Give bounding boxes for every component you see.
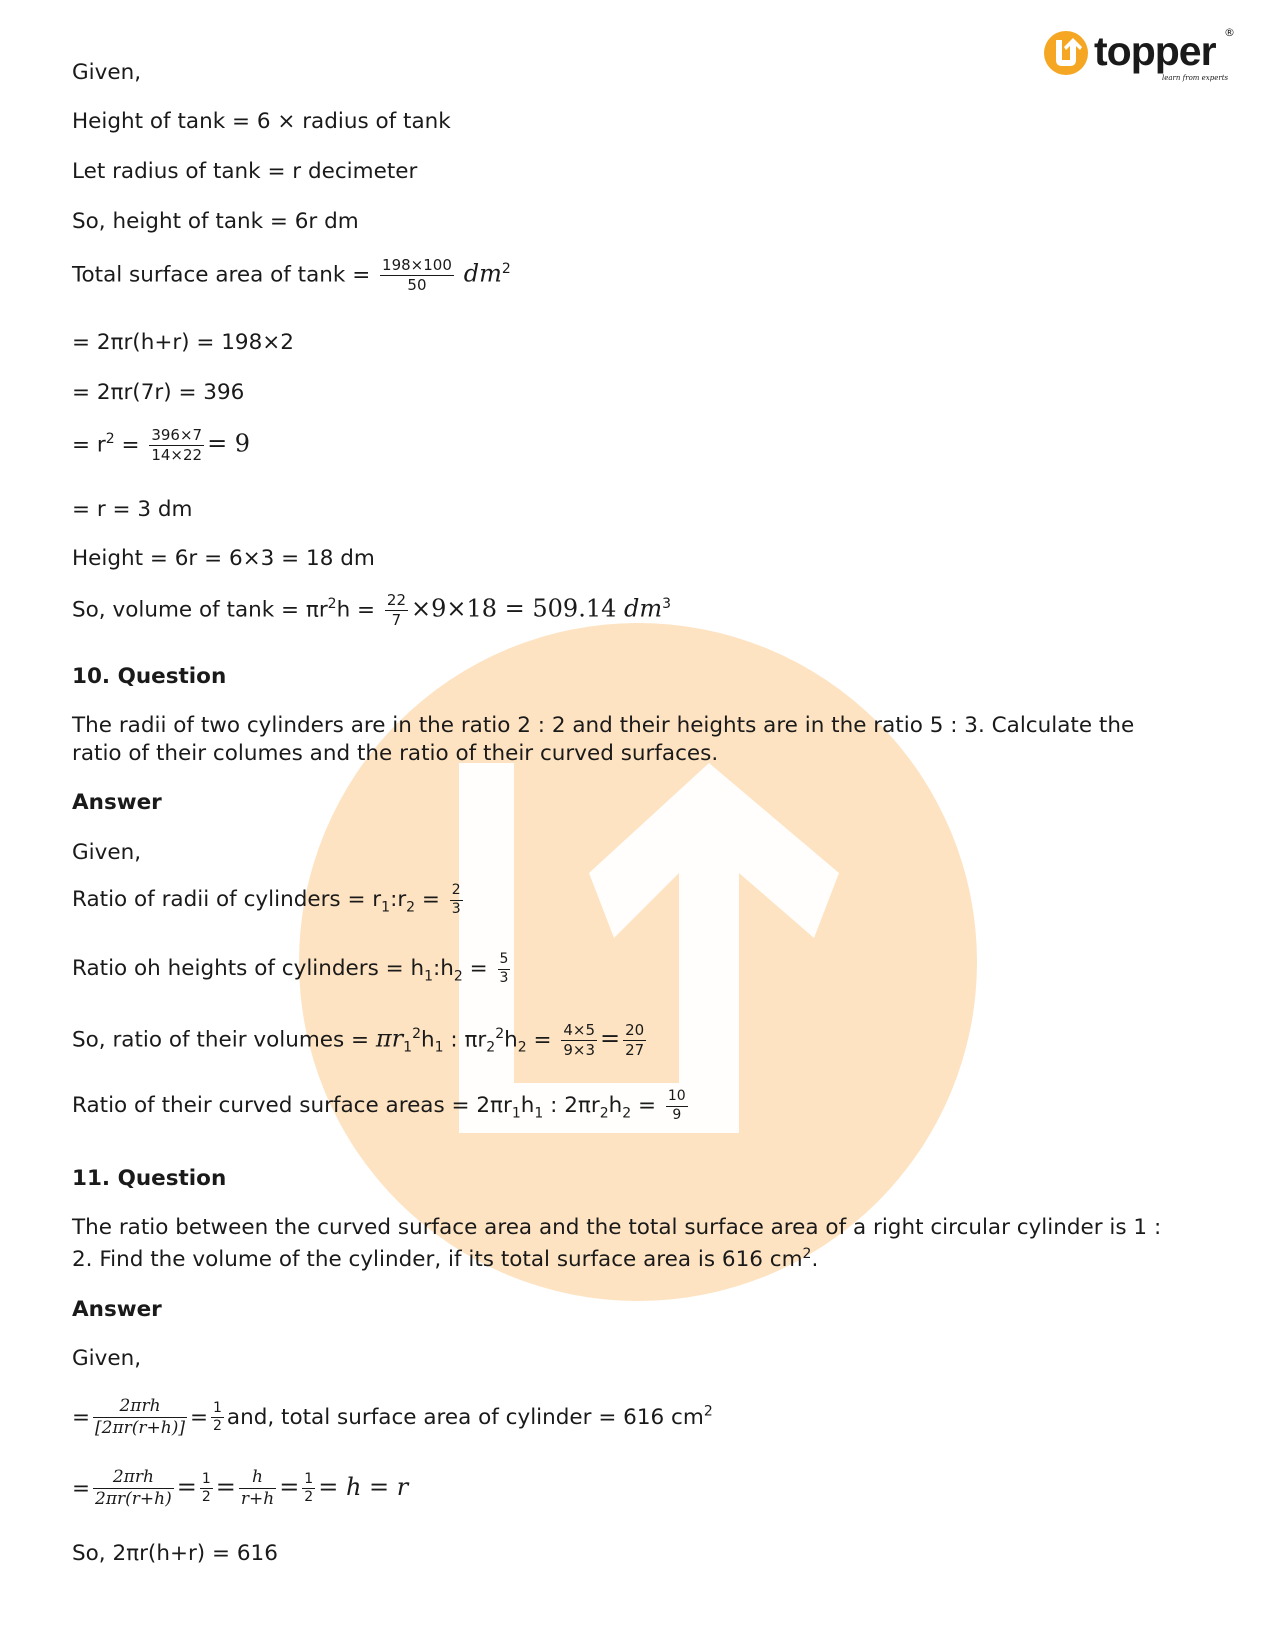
- text: So, ratio of their volumes =: [72, 1027, 376, 1053]
- curved-surface-fraction: [666, 1088, 688, 1124]
- ratio-volumes-line: [72, 1021, 649, 1060]
- fraction-denominator: 27: [625, 1040, 645, 1059]
- text: =: [415, 887, 447, 912]
- fraction-numerator: 396×7: [151, 426, 203, 444]
- equals-sign: =: [215, 1472, 236, 1501]
- equals-sign: =: [600, 1024, 621, 1053]
- equals-sign: =: [279, 1472, 300, 1501]
- equals-sign: =: [176, 1472, 197, 1501]
- eq-text: =: [114, 432, 147, 458]
- subscript: 2: [406, 899, 416, 916]
- vol-text: h =: [336, 597, 382, 623]
- fraction-denominator: 9×3: [563, 1040, 596, 1059]
- exponent: 2: [802, 1246, 812, 1262]
- final-equation-line: So, 2πr(h+r) = 616: [72, 1541, 278, 1566]
- text: =: [72, 1404, 91, 1430]
- topper-logo: [1044, 28, 1244, 92]
- equation-line-5: Height = 6r = 6×3 = 18 dm: [72, 546, 375, 571]
- ratio-heights-line: [72, 951, 513, 987]
- text: : πr: [443, 1027, 487, 1053]
- exponent: 2: [703, 1403, 713, 1420]
- fraction-numerator: 1: [302, 1471, 315, 1490]
- volume-line: [72, 591, 671, 630]
- subscript: 2: [453, 968, 463, 985]
- vol-text: ×9×18 = 509.14: [411, 594, 624, 623]
- fraction-numerator: 1: [200, 1471, 213, 1490]
- given-text: Given,: [72, 840, 142, 865]
- subscript: 1: [534, 1105, 544, 1122]
- subscript: 2: [517, 1039, 527, 1056]
- exponent: 2: [327, 596, 337, 613]
- question-11-text-line-1: The ratio between the curved surface area and the total surface area of a right circular cylinder is 1 :: [72, 1215, 1162, 1240]
- text: = h = r: [318, 1472, 409, 1501]
- volumes-fraction-2: [623, 1021, 646, 1060]
- math-symbol: πr: [375, 1024, 404, 1053]
- exponent: 2: [105, 431, 115, 448]
- subscript: 1: [403, 1039, 413, 1056]
- subscript: 1: [381, 899, 391, 916]
- fraction-numerator: h: [239, 1467, 276, 1489]
- text: 2. Find the volume of the cylinder, if its total surface area is 616 cm: [72, 1247, 803, 1273]
- fraction-denominator: 2πr(r+h): [95, 1489, 172, 1510]
- fraction-denominator: 9: [672, 1106, 682, 1123]
- exponent: 2: [501, 261, 511, 278]
- given-text: Given,: [72, 1346, 142, 1371]
- equation-line-1: = 2πr(h+r) = 198×2: [72, 330, 294, 355]
- csa-tsa-fraction: [93, 1467, 174, 1511]
- fraction-numerator: 2πrh: [93, 1396, 187, 1418]
- fraction-numerator: 10: [666, 1088, 688, 1107]
- height-line: So, height of tank = 6r dm: [72, 209, 359, 234]
- ratio-equation-line-2: [72, 1467, 408, 1511]
- text: Ratio of their curved surface areas = 2πr: [72, 1093, 512, 1118]
- exponent: 3: [662, 596, 672, 613]
- heights-fraction: [498, 951, 511, 987]
- text: h: [504, 1027, 518, 1053]
- vol-fraction: [385, 591, 408, 630]
- brand-name: topper: [1094, 28, 1216, 74]
- radii-fraction: [450, 882, 463, 918]
- fraction-denominator: 3: [451, 900, 461, 917]
- tsa-text: Total surface area of tank =: [72, 262, 378, 288]
- csa-tsa-fraction: [93, 1396, 187, 1440]
- eq-text: = 9: [207, 429, 251, 458]
- radius-line: Let radius of tank = r decimeter: [72, 159, 418, 184]
- answer-10-heading: Answer: [72, 790, 162, 815]
- height-of-tank-line: Height of tank = 6 × radius of tank: [72, 109, 451, 134]
- half-fraction: [211, 1400, 224, 1436]
- tsa-fraction: [380, 256, 454, 295]
- text: and, total surface area of cylinder = 616 cm: [226, 1404, 704, 1430]
- equation-line-2: = 2πr(7r) = 396: [72, 380, 245, 405]
- exponent: 2: [495, 1026, 505, 1043]
- subscript: 1: [511, 1105, 521, 1122]
- ratio-equation-line-1: [72, 1396, 713, 1440]
- fraction-denominator: [2πr(r+h)]: [95, 1418, 185, 1439]
- eq3-fraction: [149, 426, 204, 465]
- fraction-numerator: 2: [450, 882, 463, 901]
- fraction-denominator: 2: [304, 1489, 314, 1506]
- text: :h: [433, 956, 454, 981]
- subscript: 1: [434, 1039, 444, 1056]
- question-11-title: 11. Question: [72, 1166, 227, 1191]
- question-10-text-line-1: The radii of two cylinders are in the ratio 2 : 2 and their heights are in the ratio 5 : 3. Calculate the: [72, 713, 1135, 738]
- question-10-text-line-2: ratio of their columes and the ratio of their curved surfaces.: [72, 741, 719, 766]
- answer-11-heading: Answer: [72, 1297, 162, 1322]
- subscript: 2: [622, 1105, 632, 1122]
- ratio-radii-line: [72, 882, 466, 918]
- equation-line-4: = r = 3 dm: [72, 497, 193, 522]
- text: Ratio of radii of cylinders = r: [72, 887, 382, 912]
- eq-text: = r: [72, 432, 106, 458]
- text: =: [631, 1093, 663, 1118]
- fraction-numerator: 20: [625, 1021, 645, 1039]
- equation-line-3: [72, 426, 250, 465]
- text: h: [520, 1093, 535, 1118]
- exponent: 2: [412, 1026, 421, 1043]
- text: h: [421, 1027, 435, 1053]
- text: =: [462, 956, 495, 981]
- fraction-numerator: 1: [211, 1400, 224, 1419]
- fraction-denominator: 7: [391, 610, 402, 629]
- half-fraction: [302, 1471, 315, 1507]
- fraction-numerator: 4×5: [563, 1021, 596, 1039]
- subscript: 1: [424, 968, 434, 985]
- fraction-numerator: 2πrh: [93, 1467, 174, 1489]
- fraction-denominator: 14×22: [151, 445, 203, 464]
- ratio-curved-surface-line: [72, 1088, 691, 1124]
- text: =: [72, 1475, 91, 1501]
- brand-tagline: learn from experts: [1162, 74, 1229, 82]
- fraction-denominator: 2: [213, 1418, 222, 1435]
- question-10-title: 10. Question: [72, 664, 227, 689]
- fraction-denominator: 50: [407, 275, 427, 294]
- text: h: [608, 1093, 623, 1118]
- tsa-line: [72, 256, 511, 295]
- fraction-denominator: r+h: [240, 1489, 275, 1510]
- text: : 2πr: [543, 1093, 600, 1118]
- subscript: 2: [486, 1039, 496, 1056]
- fraction-denominator: 3: [499, 969, 509, 986]
- volumes-fraction-1: [561, 1021, 597, 1060]
- text: Ratio oh heights of cylinders = h: [72, 956, 425, 981]
- vol-text: So, volume of tank = πr: [72, 597, 328, 623]
- question-11-text-line-2: [72, 1246, 818, 1272]
- fraction-numerator: 5: [498, 951, 511, 970]
- given-text: Given,: [72, 60, 142, 85]
- text: :r: [390, 887, 407, 912]
- subscript: 2: [599, 1105, 609, 1122]
- fraction-numerator: 22: [386, 591, 406, 609]
- unit: dm: [624, 594, 663, 623]
- text: =: [526, 1027, 559, 1053]
- text: =: [189, 1404, 208, 1430]
- text: .: [811, 1247, 819, 1273]
- h-over-rh-fraction: [239, 1467, 276, 1511]
- half-fraction: [200, 1471, 213, 1507]
- unit: dm: [463, 259, 502, 288]
- fraction-denominator: 2: [201, 1489, 211, 1506]
- registered-mark: ®: [1224, 26, 1235, 39]
- fraction-numerator: 198×100: [382, 256, 452, 274]
